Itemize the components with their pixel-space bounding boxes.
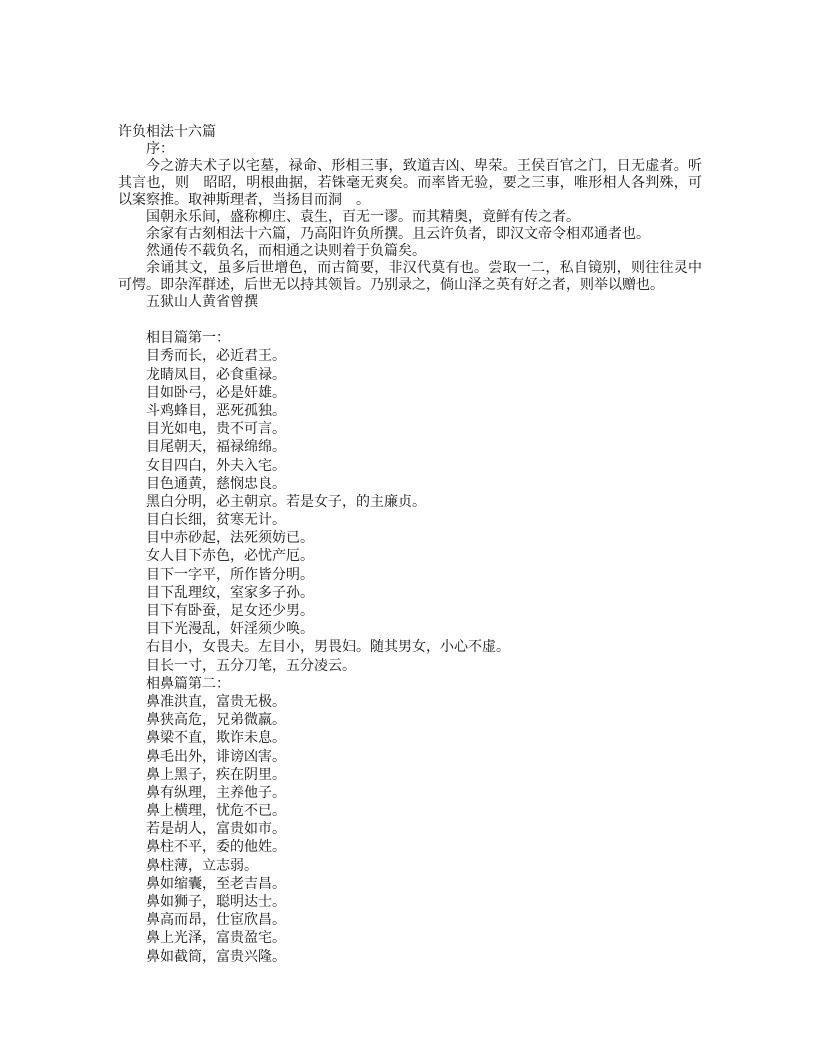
verse-line: 鼻有纵理，主养他子。 (146, 784, 286, 801)
verse-line: 目中赤砂起，法死须妨已。 (146, 530, 314, 547)
sections (118, 311, 702, 966)
preface-paragraph-line: 国朝永乐间，盛称柳庄、袁生，百无一谬。而其精奥，竟鲜有传之者。 (146, 209, 580, 225)
preface-paragraph-line: 可愕。即杂浑群述，后世无以持其领旨。乃别录之，倘山泽之英有好之者，则举以赠也。 (118, 277, 664, 293)
verse-line: 目光如电，贵不可言。 (146, 421, 286, 438)
preface-paragraph-line: 余诵其文，虽多后世增色，而古简要，非汉代莫有也。尝取一二，私自镜别，则往往灵中 (146, 260, 702, 276)
verse-line: 鼻柱不平，委的他姓。 (146, 839, 286, 856)
preface-body (118, 158, 702, 294)
document-title: 许负相法十六篇 (118, 124, 216, 140)
verse-line: 目下有卧蚕，足女还少男。 (146, 603, 314, 619)
preface-heading: 序： (146, 141, 174, 157)
preface-signature: 五狱山人黄省曾撰 (146, 294, 258, 310)
preface-paragraph-line: 其言也，则 昭昭，明根曲据，若铢毫无爽矣。而率皆无验，要之三事，唯形相人各判殊，可 (118, 175, 702, 191)
verse-line: 目下一字平，所作皆分明。 (146, 566, 314, 583)
document-page (118, 124, 702, 966)
verse-line: 斗鸡蜂目，恶死孤独。 (146, 402, 286, 419)
verse-line: 鼻柱薄，立志弱。 (146, 857, 258, 874)
section-heading: 相鼻篇第二： (146, 675, 230, 692)
section-heading: 相目篇第一： (146, 330, 230, 347)
verse-line: 鼻毛出外，诽谤凶害。 (146, 748, 286, 765)
preface-paragraph-line: 然通传不载负名，而相通之诀则着于负篇矣。 (146, 243, 426, 259)
verse-line: 龙睛凤目，必食重禄。 (146, 366, 286, 383)
verse-line: 目尾朝天，福禄绵绵。 (146, 439, 286, 456)
verse-line: 女人目下赤色，必忧产厄。 (146, 548, 314, 565)
verse-line: 鼻狭高危，兄弟微羸。 (146, 712, 286, 729)
verse-line: 鼻上黑子，疾在阴里。 (146, 766, 286, 783)
verse-line: 鼻高而昂，仕宦欣昌。 (146, 912, 286, 929)
verse-line: 鼻梁不直，欺诈未息。 (146, 730, 286, 747)
verse-line: 目长一寸，五分刀笔，五分凌云。 (146, 657, 356, 674)
verse-line: 鼻准洪直，富贵无极。 (146, 693, 286, 710)
verse-line: 鼻上横理，忧危不已。 (146, 803, 286, 820)
verse-line: 鼻如缩囊，至老吉昌。 (146, 875, 286, 892)
verse-line: 女目四白，外夫入宅。 (146, 457, 286, 474)
verse-line: 右目小，女畏夫。左目小，男畏妇。随其男女，小心不虚。 (146, 639, 510, 656)
blank-line (118, 311, 702, 329)
verse-line: 目白长细，贫寒无计。 (146, 512, 286, 529)
verse-line: 鼻如截筒，富贵兴隆。 (146, 948, 286, 965)
verse-line: 鼻上光泽，富贵盈宅。 (146, 930, 286, 947)
verse-line: 黑白分明，必主朝京。若是女子，的主廉贞。 (146, 493, 426, 510)
preface-paragraph-line: 以案察推。取神斯理者，当扬目而洞 。 (118, 192, 370, 208)
verse-line: 若是胡人，富贵如市。 (146, 821, 286, 838)
verse-line: 鼻如狮子，聪明达士。 (146, 894, 286, 910)
preface-paragraph-line: 今之游夫术子以宅墓，禄命、形相三事，致道吉凶、卑荣。王侯百官之门，日无虚者。听 (146, 158, 702, 174)
verse-line: 目秀而长，必近君王。 (146, 348, 286, 365)
verse-line: 目如卧弓，必是奸雄。 (146, 384, 286, 401)
verse-line: 目下光漫乱，奸淫须少唤。 (146, 621, 314, 638)
preface-paragraph-line: 余家有古刻相法十六篇，乃高阳许负所撰。且云许负者，即汉文帝令相邓通者也。 (146, 226, 650, 242)
verse-line: 目下乱理纹，室家多子孙。 (146, 584, 314, 601)
verse-line: 目色通黄，慈悯忠良。 (146, 475, 286, 492)
